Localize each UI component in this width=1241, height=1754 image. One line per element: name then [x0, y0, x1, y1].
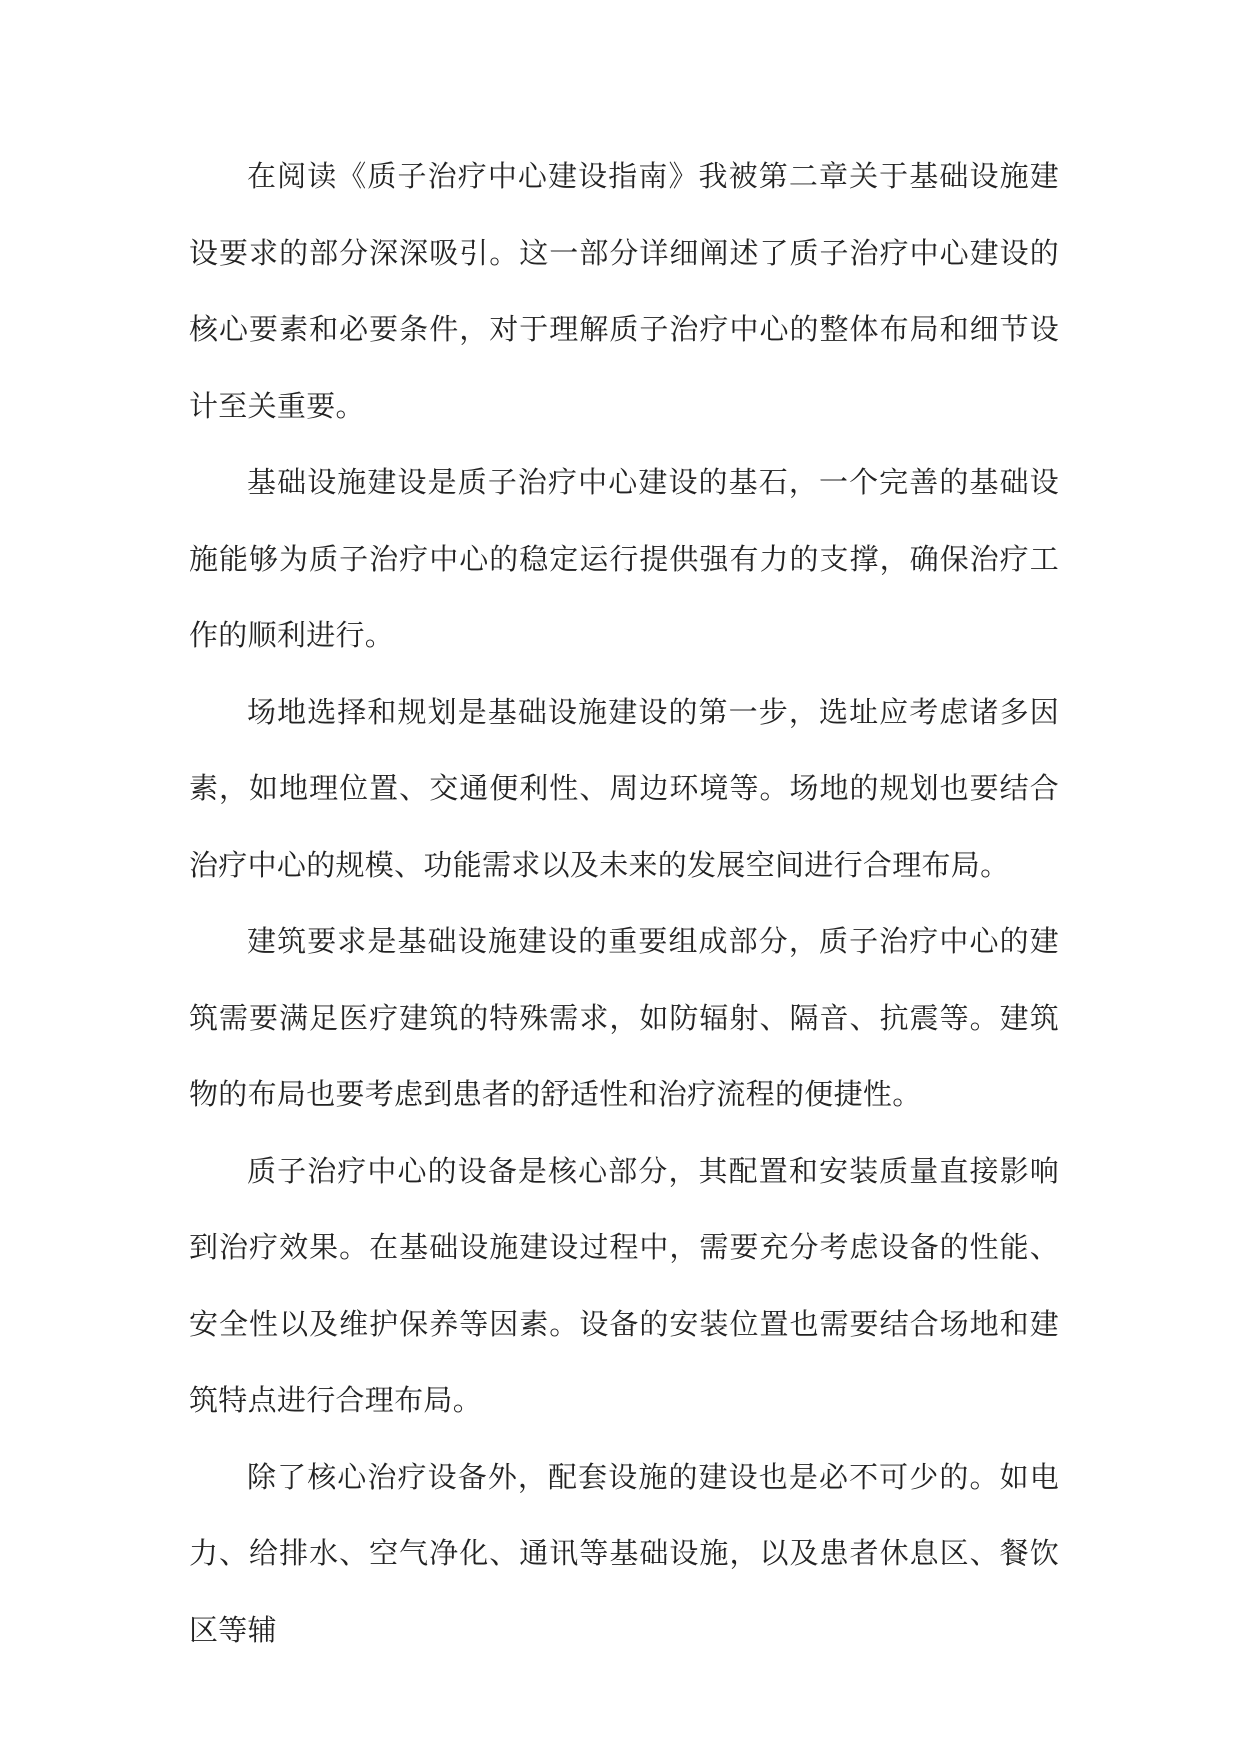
paragraph-3: 场地选择和规划是基础设施建设的第一步，选址应考虑诸多因素，如地理位置、交通便利性、周边环境等。场地的规划也要结合治疗中心的规模、功能需求以及未来的发展空间进行合理布局。 [189, 694, 1059, 882]
document-body [189, 138, 1059, 1668]
paragraph-5: 质子治疗中心的设备是核心部分，其配置和安装质量直接影响到治疗效果。在基础设施建设过程中，需要充分考虑设备的性能、安全性以及维护保养等因素。设备的安装位置也需要结合场地和建筑特点进行合理布局。 [189, 1153, 1059, 1417]
paragraph-1: 在阅读《质子治疗中心建设指南》我被第二章关于基础设施建设要求的部分深深吸引。这一部分详细阐述了质子治疗中心建设的核心要素和必要条件，对于理解质子治疗中心的整体布局和细节设计至关重要。 [189, 159, 1059, 423]
paragraph-6: 除了核心治疗设备外，配套设施的建设也是必不可少的。如电力、给排水、空气净化、通讯等基础设施，以及患者休息区、餐饮区等辅 [189, 1459, 1059, 1647]
paragraph-2: 基础设施建设是质子治疗中心建设的基石，一个完善的基础设施能够为质子治疗中心的稳定运行提供强有力的支撑，确保治疗工作的顺利进行。 [189, 465, 1059, 652]
paragraph-4: 建筑要求是基础设施建设的重要组成部分，质子治疗中心的建筑需要满足医疗建筑的特殊需求，如防辐射、隔音、抗震等。建筑物的布局也要考虑到患者的舒适性和治疗流程的便捷性。 [189, 924, 1059, 1111]
